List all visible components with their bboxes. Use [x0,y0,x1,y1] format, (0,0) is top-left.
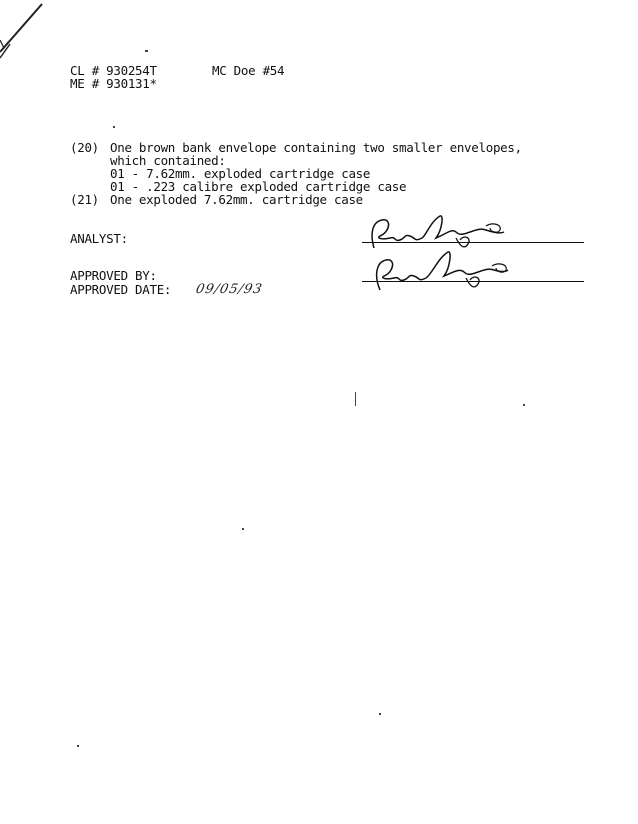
scan-speck [242,528,244,530]
scan-speck [355,392,356,406]
cl-label: CL [70,63,85,78]
me-line [70,77,157,90]
me-hash: # [91,76,99,91]
item-20-number: (20) [70,140,99,155]
cl-number: 930254T [106,63,157,78]
approver-signature [362,246,512,296]
item-21-number: (21) [70,192,99,207]
approved-by-label: APPROVED BY: [70,268,157,283]
corner-fold-mark [0,0,70,60]
mc-doe-label: MC Doe #54 [212,63,285,78]
item-20-line-4: 01 - .223 calibre exploded cartridge case [110,179,407,194]
approved-date-value: 09/05/93 [194,282,264,297]
me-label: ME [70,76,85,91]
me-number: 930131* [106,76,157,91]
scan-speck [523,404,525,406]
analyst-label: ANALYST: [70,231,128,246]
item-20-line-3: 01 - 7.62mm. exploded cartridge case [110,166,371,181]
item-20-line-2: which contained: [110,153,226,168]
scan-speck [113,126,115,128]
approved-date-label: APPROVED DATE: [70,282,172,297]
scan-speck [145,50,148,52]
scan-speck [379,713,381,715]
item-20-line-1: One brown bank envelope containing two smaller envelopes, [110,140,522,155]
scan-speck [77,745,79,747]
item-21-line-1: One exploded 7.62mm. cartridge case [110,192,363,207]
cl-hash: # [91,63,99,78]
